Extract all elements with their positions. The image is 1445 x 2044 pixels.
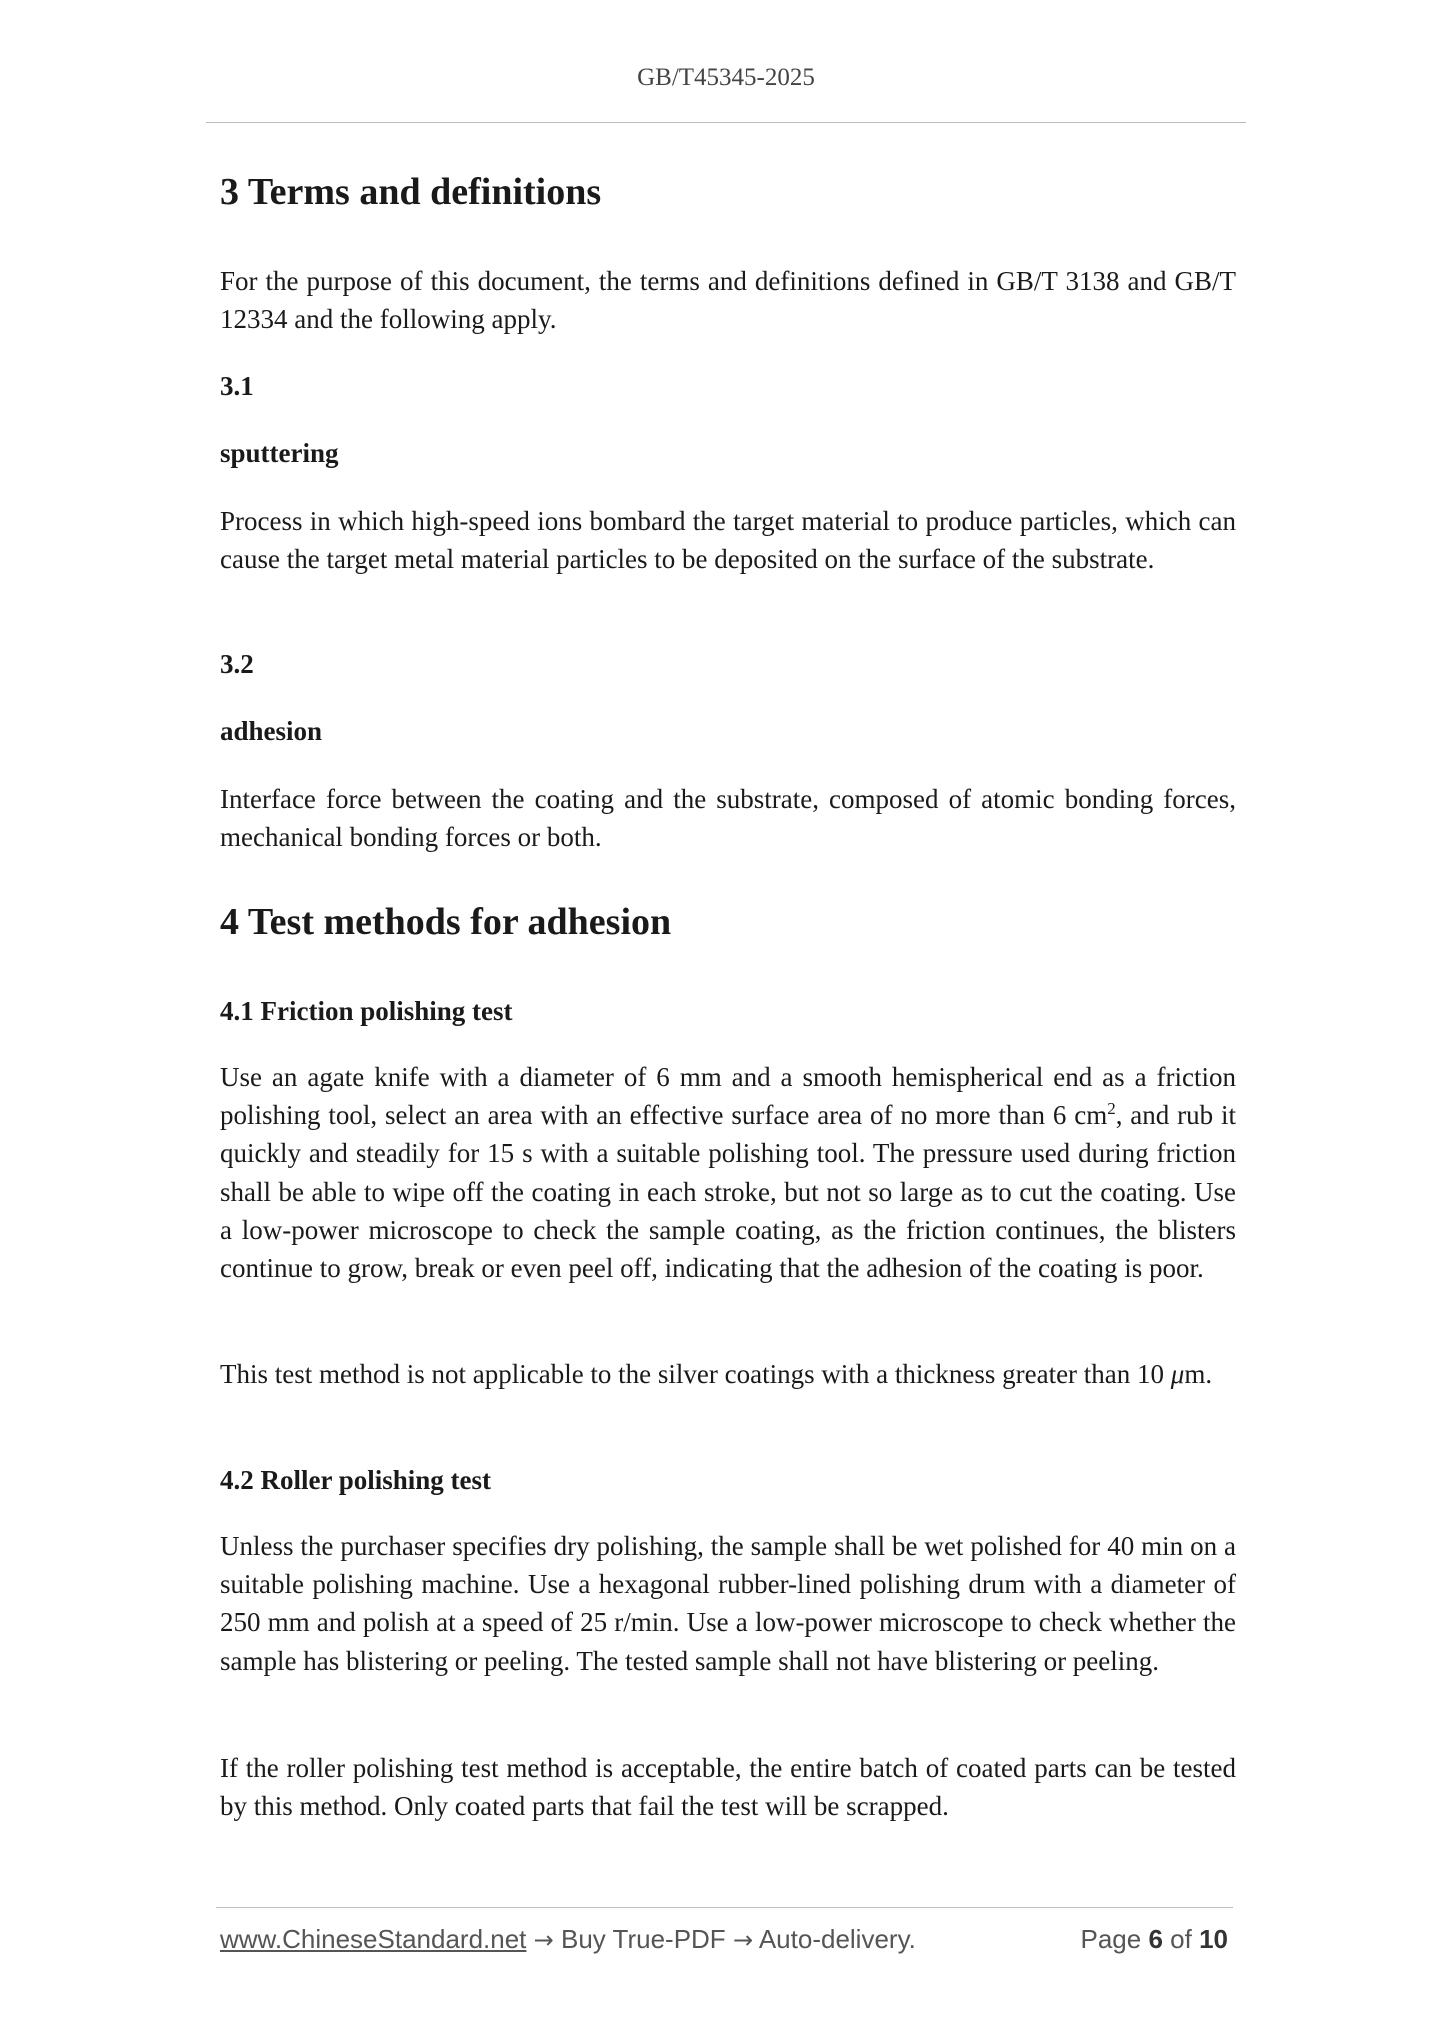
term-3-1-number: 3.1 xyxy=(220,371,254,401)
p2-text-end: m. xyxy=(1184,1359,1213,1389)
running-header: GB/T45345-2025 xyxy=(637,64,815,91)
page-label: Page xyxy=(1080,1924,1142,1954)
page-indicator xyxy=(1080,1924,1228,1955)
p2-text-start: This test method is not applicable to the silver coatings with a thickness greater than 10 xyxy=(220,1359,1171,1389)
footer-promo xyxy=(220,1924,916,1955)
total-pages-number: 10 xyxy=(1199,1924,1228,1954)
superscript-2: 2 xyxy=(1107,1099,1116,1119)
page-footer xyxy=(220,1924,1236,1964)
subsection-4-2-paragraph-1: Unless the purchaser specifies dry polishing, the sample shall be wet polished for 40 min on a suitable polishing machine. Use a hexagonal rubber-lined polishing drum with a diameter of 250 mm and polish at a speed of 25 r/min. Use a low-power microscope to check whether the sample has blistering or peeling. The tested sample shall not have blistering or peeling. xyxy=(220,1531,1236,1676)
footer-divider xyxy=(216,1907,1233,1908)
term-3-1-definition: Process in which high-speed ions bombard the target material to produce particles, which can cause the target metal material particles to be deposited on the surface of the substrate. xyxy=(220,506,1236,575)
p1-text-end: , and rub it quickly and steadily for 15 s with a suitable polishing tool. The pressure used during friction shall be able to wipe off the coating in each stroke, but not so large as to cut the coating. Use a low-power microscope to check the sample coating, as the friction continues, the blisters continue to grow, break or even peel off, indicating that the adhesion of the coating is poor. xyxy=(220,1100,1236,1284)
subsection-4-2-paragraph-2: If the roller polishing test method is acceptable, the entire batch of coated parts can be tested by this method. Only coated parts that fail the test will be scrapped. xyxy=(220,1753,1236,1822)
buy-pdf-text: Buy True-PDF xyxy=(560,1924,726,1954)
header-divider xyxy=(206,122,1246,123)
subsection-4-1-heading: 4.1 Friction polishing test xyxy=(220,996,513,1026)
arrow-right-icon: → xyxy=(732,1926,754,1954)
subsection-4-1-paragraph-1 xyxy=(220,1058,1236,1287)
section-4-heading: 4 Test methods for adhesion xyxy=(220,901,672,943)
subsection-4-1-paragraph-2 xyxy=(220,1355,1236,1393)
micro-symbol: μ xyxy=(1170,1359,1185,1389)
section-3-heading: 3 Terms and definitions xyxy=(220,171,602,213)
term-3-2-definition: Interface force between the coating and the substrate, composed of atomic bonding forces, mechanical bonding forces or both. xyxy=(220,784,1236,853)
term-3-2-name: adhesion xyxy=(220,716,323,746)
site-link[interactable]: www.ChineseStandard.net xyxy=(220,1924,527,1954)
auto-delivery-text: Auto-delivery. xyxy=(758,1924,916,1954)
of-label: of xyxy=(1170,1924,1192,1954)
subsection-4-2-heading: 4.2 Roller polishing test xyxy=(220,1465,492,1495)
arrow-right-icon: → xyxy=(533,1926,554,1954)
term-3-1-name: sputtering xyxy=(220,438,339,468)
section-3-intro: For the purpose of this document, the terms and definitions defined in GB/T 3138 and GB/T 12334 and the following apply. xyxy=(220,266,1236,335)
term-3-2-number: 3.2 xyxy=(220,649,254,679)
current-page-number: 6 xyxy=(1148,1924,1163,1954)
p1-text-start: Use an agate knife with a diameter of 6 mm and a smooth hemispherical end as a friction polishing tool, select an area with an effective surface area of no more than 6 cm xyxy=(220,1062,1236,1131)
